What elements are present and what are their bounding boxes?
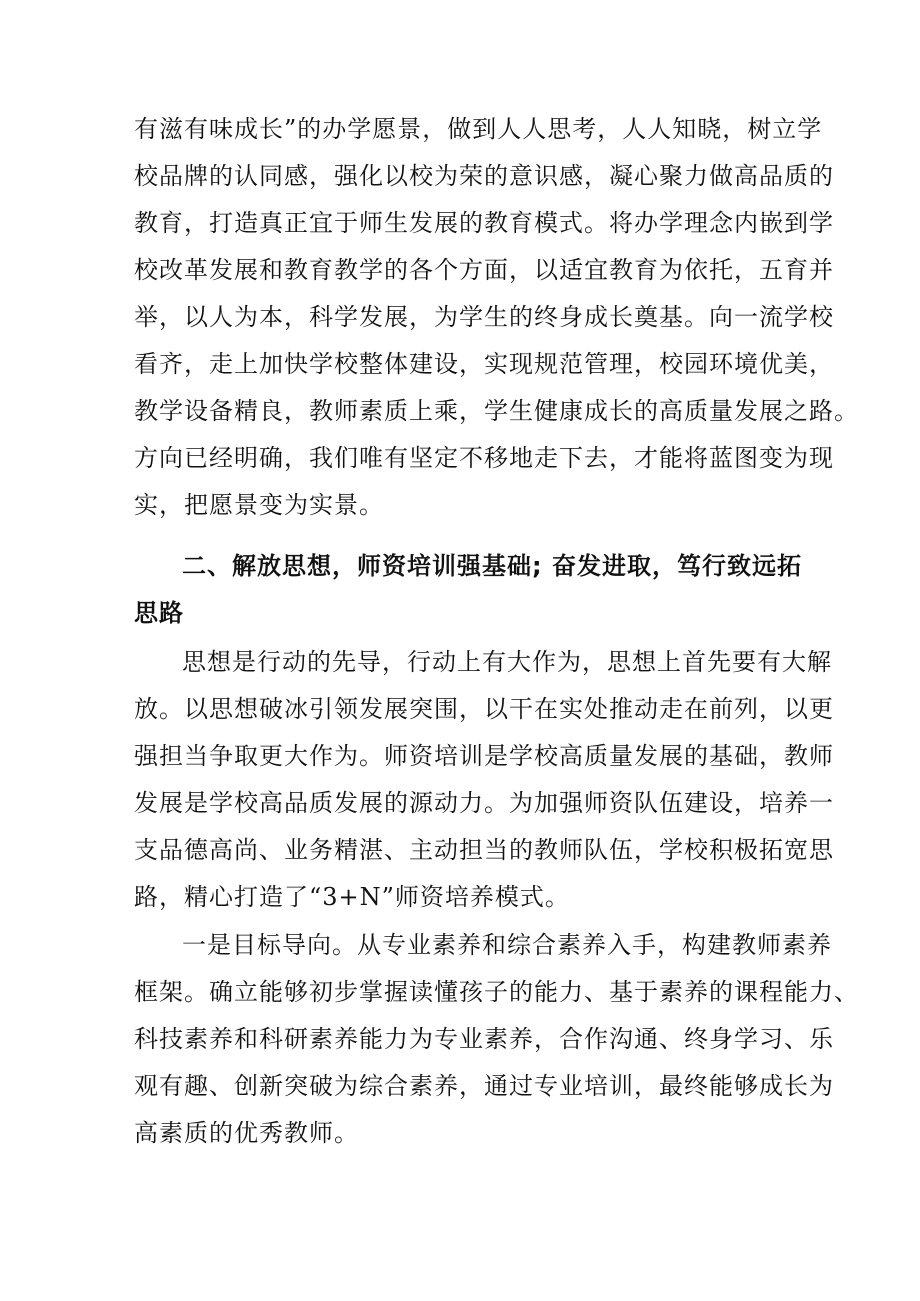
paragraph-line: 科技素养和科研素养能力为专业素养，合作沟通、终身学习、乐	[134, 1025, 834, 1053]
paragraph-line: 一是目标导向。从专业素养和综合素养入手，构建教师素养	[182, 931, 832, 959]
paragraph-line: 高素质的优秀教师。	[134, 1119, 359, 1147]
paragraph-line: 看齐，走上加快学校整体建设，实现规范管理，校园环境优美，	[134, 350, 834, 378]
paragraph-line: 思想是行动的先导，行动上有大作为，思想上首先要有大解	[182, 648, 832, 676]
paragraph-goal	[134, 922, 859, 1157]
paragraph-line: 观有趣、创新突破为综合素养，通过专业培训，最终能够成长为	[134, 1072, 834, 1100]
paragraph-line: 有滋有味成长”的办学愿景，做到人人思考，人人知晓，树立学	[134, 115, 823, 143]
paragraph-line: 教学设备精良，教师素质上乘，学生健康成长的高质量发展之路。	[134, 397, 859, 425]
paragraph-line: 实，把愿景变为实景。	[134, 491, 384, 519]
paragraph-line: 方向已经明确，我们唯有坚定不移地走下去，才能将蓝图变为现	[134, 444, 834, 472]
paragraph-line: 路，精心打造了“3+N”师资培养模式。	[134, 883, 570, 911]
heading-line: 二、解放思想，师资培训强基础; 奋发进取，笃行致远拓	[182, 552, 802, 580]
paragraph-intro	[134, 106, 859, 529]
paragraph-line: 校改革发展和教育教学的各个方面，以适宜教育为依托，五育并	[134, 256, 834, 284]
paragraph-line: 放。以思想破冰引领发展突围，以干在实处推动走在前列，以更	[134, 695, 834, 723]
paragraph-line: 教育，打造真正宜于师生发展的教育模式。将办学理念内嵌到学	[134, 209, 834, 237]
paragraph-line: 发展是学校高品质发展的源动力。为加强师资队伍建设，培养一	[134, 789, 834, 817]
heading-line: 思路	[134, 599, 184, 627]
section-heading	[134, 543, 804, 637]
paragraph-line: 框架。确立能够初步掌握读懂孩子的能力、基于素养的课程能力、	[134, 978, 859, 1006]
paragraph-line: 强担当争取更大作为。师资培训是学校高质量发展的基础，教师	[134, 742, 834, 770]
paragraph-line: 举，以人为本，科学发展，为学生的终身成长奠基。向一流学校	[134, 303, 834, 331]
paragraph-line: 支品德高尚、业务精湛、主动担当的教师队伍，学校积极拓宽思	[134, 836, 834, 864]
paragraph-thought	[134, 639, 834, 921]
paragraph-line: 校品牌的认同感，强化以校为荣的意识感，凝心聚力做高品质的	[134, 162, 834, 190]
